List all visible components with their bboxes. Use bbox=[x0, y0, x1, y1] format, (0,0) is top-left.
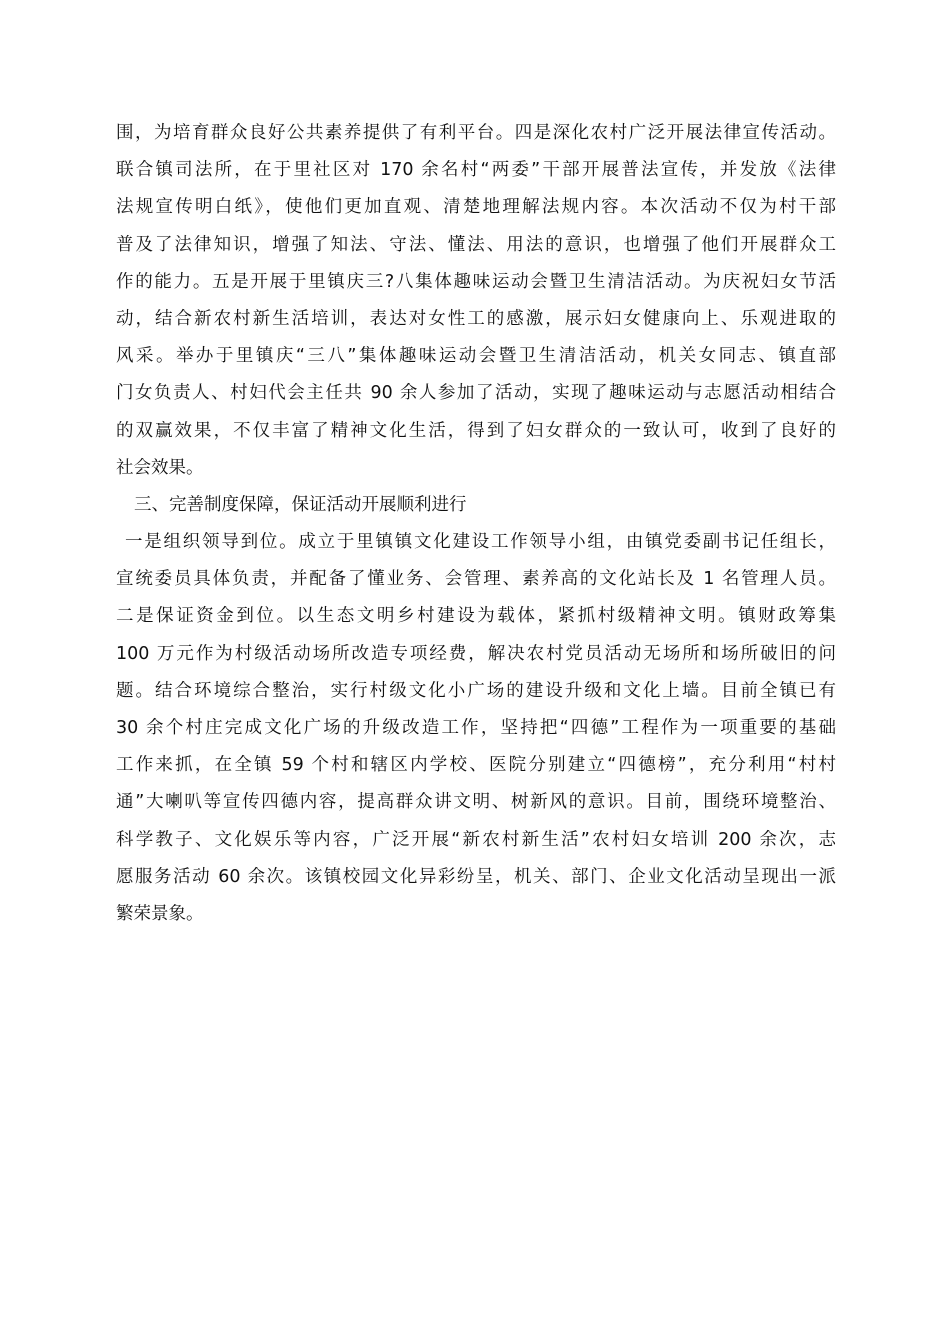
text-line: 愿服务活动 60 余次。该镇校园文化异彩纷呈，机关、部门、企业文化活动呈现出一派 bbox=[116, 866, 836, 887]
text-line: 宣统委员具体负责，并配备了懂业务、会管理、素养高的文化站长及 1 名管理人员。 bbox=[116, 569, 836, 590]
text-line: 法规宣传明白纸》，使他们更加直观、清楚地理解法规内容。本次活动不仅为村干部 bbox=[116, 197, 836, 218]
text-line: 工作来抓，在全镇 59 个村和辖区内学校、医院分别建立“四德榜”，充分利用“村村 bbox=[116, 755, 836, 776]
text-line: 普及了法律知识，增强了知法、守法、懂法、用法的意识，也增强了他们开展群众工 bbox=[116, 234, 836, 255]
section-heading bbox=[116, 487, 836, 524]
text-line: 100 万元作为村级活动场所改造专项经费，解决农村党员活动无场所和场所破旧的问 bbox=[116, 643, 836, 664]
text-line: 围，为培育群众良好公共素养提供了有利平台。四是深化农村广泛开展法律宣传活动。 bbox=[116, 123, 836, 143]
document-body bbox=[116, 115, 836, 933]
text-line: 的双赢效果，不仅丰富了精神文化生活，得到了妇女群众的一致认可，收到了良好的 bbox=[116, 420, 836, 441]
text-line: 二是保证资金到位。以生态文明乡村建设为载体，紧抓村级精神文明。镇财政筹集 bbox=[116, 606, 836, 627]
text-line: 科学教子、文化娱乐等内容，广泛开展“新农村新生活”农村妇女培训 200 余次，志 bbox=[116, 829, 836, 850]
text-line: 题。结合环境综合整治，实行村级文化小广场的建设升级和文化上墙。目前全镇已有 bbox=[116, 680, 836, 701]
text-line: 风采。举办于里镇庆“三八”集体趣味运动会暨卫生清洁活动，机关女同志、镇直部 bbox=[116, 346, 836, 367]
text-line: 繁荣景象。 bbox=[116, 903, 204, 924]
text-line: 30 余个村庄完成文化广场的升级改造工作，坚持把“四德”工程作为一项重要的基础 bbox=[116, 718, 836, 738]
text-line: 门女负责人、村妇代会主任共 90 余人参加了活动，实现了趣味运动与志愿活动相结合 bbox=[116, 383, 836, 404]
text-line: 动，结合新农村新生活培训，表达对女性工的感激，展示妇女健康向上、乐观进取的 bbox=[116, 308, 836, 329]
text-line: 社会效果。 bbox=[116, 457, 204, 478]
text-line: 通”大喇叭等宣传四德内容，提高群众讲文明、树新风的意识。目前，围绕环境整治、 bbox=[116, 792, 836, 813]
text-line: 作的能力。五是开展于里镇庆三?八集体趣味运动会暨卫生清洁活动。为庆祝妇女节活 bbox=[116, 271, 836, 292]
paragraph-system-guarantee bbox=[116, 524, 836, 933]
section-heading-text: 三、完善制度保障，保证活动开展顺利进行 bbox=[134, 494, 467, 515]
text-line: 联合镇司法所，在于里社区对 170 余名村“两委”干部开展普法宣传，并发放《法律 bbox=[116, 160, 836, 181]
paragraph-law-promotion bbox=[116, 115, 836, 487]
text-line: 一是组织领导到位。成立于里镇镇文化建设工作领导小组，由镇党委副书记任组长， bbox=[125, 532, 836, 553]
